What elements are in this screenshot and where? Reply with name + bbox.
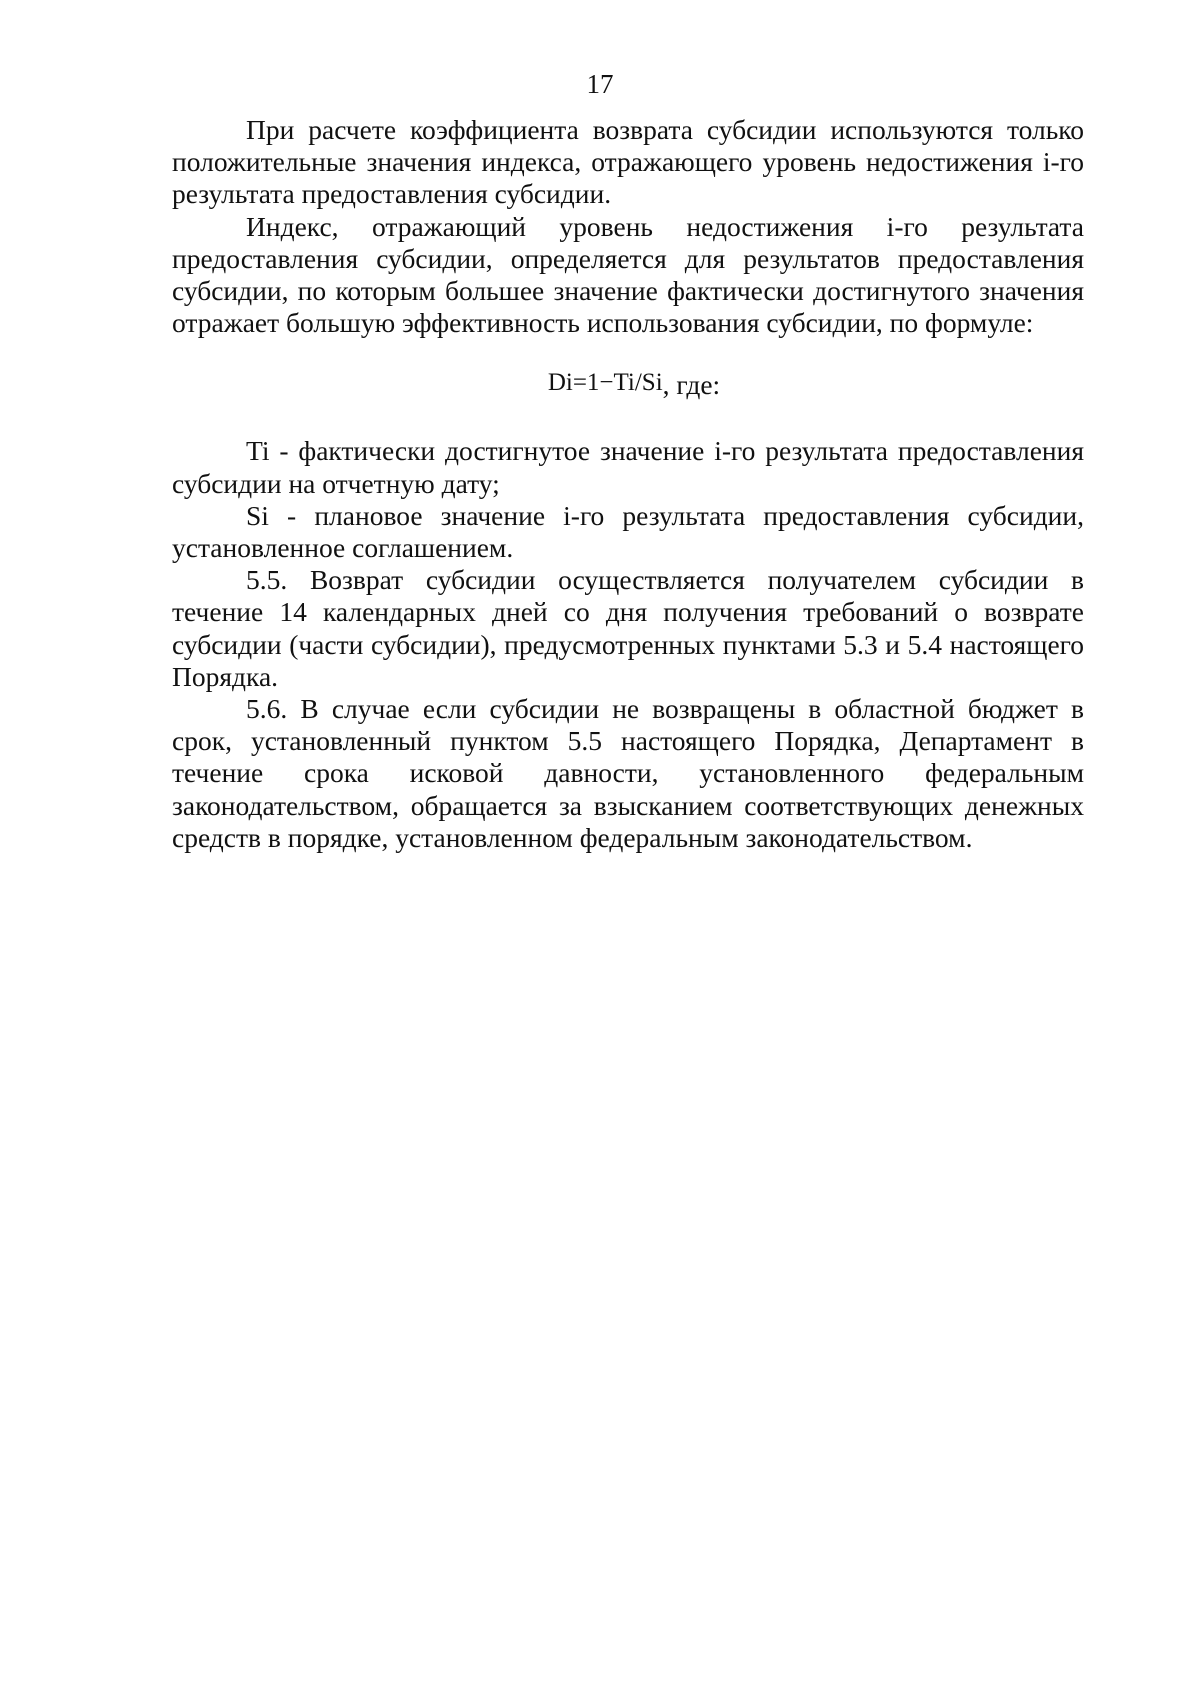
document-body	[172, 114, 1084, 854]
paragraph-clause-5-6: 5.6. В случае если субсидии не возвращены в областной бюджет в срок, установленный пунктом 5.5 настоящего Порядка, Департамент в течение срока исковой давности, установленного федеральным законодательством, обращается за взысканием соответствующих денежных средств в порядке, установленном федеральным законодательством.	[172, 693, 1084, 853]
formula-line	[172, 365, 1084, 407]
paragraph-clause-5-5: 5.5. Возврат субсидии осуществляется получателем субсидии в течение 14 календарных дней со дня получения требований о возврате субсидии (части субсидии), предусмотренных пунктами 5.3 и 5.4 настоящего Порядка.	[172, 564, 1084, 692]
paragraph-positive-index-values: При расчете коэффициента возврата субсидии используются только положительные значения индекса, отражающего уровень недостижения i-го результата предоставления субсидии.	[172, 114, 1084, 210]
formula-expression: Di=1−Ti/Si	[547, 369, 663, 397]
paragraph-ti-definition: Ti - фактически достигнутое значение i-го результата предоставления субсидии на отчетную дату;	[172, 435, 1084, 499]
page-number: 17	[586, 69, 614, 99]
formula-suffix: , где:	[662, 369, 721, 401]
paragraph-si-definition: Si - плановое значение i-го результата предоставления субсидии, установленное соглашением.	[172, 499, 1084, 564]
paragraph-index-definition: Индекс, отражающий уровень недостижения i-го результата предоставления субсидии, определяется для результатов предоставления субсидии, по которым большее значение фактически достигнутого значения отражает большую эффективность использования субсидии, по формуле:	[172, 210, 1084, 339]
